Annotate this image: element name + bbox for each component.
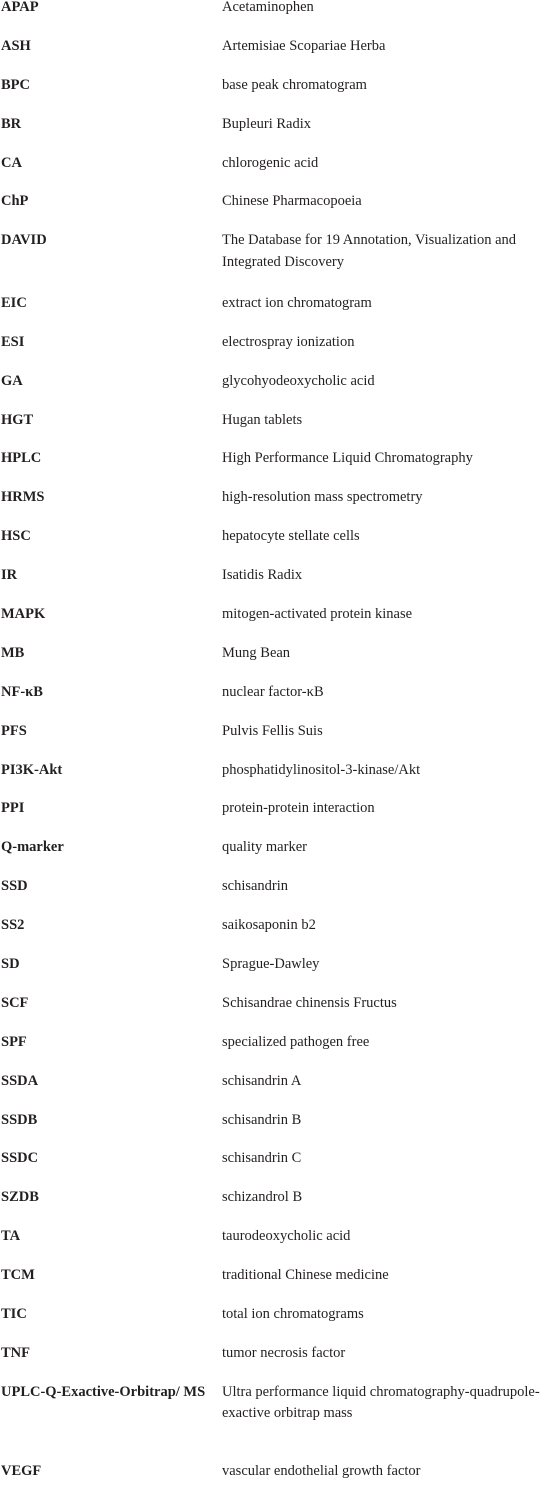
abbreviation-term: TA (1, 1228, 21, 1245)
abbreviation-term: BPC (1, 76, 30, 93)
abbreviation-term: PI3K-Akt (1, 761, 63, 778)
abbreviation-term: ESI (1, 333, 25, 350)
abbreviation-term: VEGF (1, 1462, 42, 1479)
abbreviation-term: HGT (1, 411, 34, 428)
abbreviation-definition: schisandrin C (222, 1150, 302, 1167)
abbreviation-definition: total ion chromatograms (222, 1306, 364, 1322)
table-row (0, 1346, 558, 1385)
abbreviation-term: HRMS (1, 489, 45, 506)
abbreviation-term: NF-κB (1, 683, 43, 700)
abbreviation-definition: taurodeoxycholic acid (222, 1228, 351, 1245)
table-row (0, 1464, 558, 1503)
table-row (0, 646, 558, 685)
abbreviation-definition: Chinese Pharmacopoeia (222, 193, 362, 210)
abbreviation-term: MAPK (1, 605, 46, 622)
abbreviation-definition: phosphatidylinositol-3-kinase/Akt (222, 761, 421, 778)
abbreviation-definition: Pulvis Fellis Suis (222, 722, 323, 739)
abbreviation-definition: Sprague-Dawley (222, 955, 320, 972)
table-row (0, 335, 558, 374)
abbreviation-definition: quality marker (222, 839, 307, 856)
abbreviation-term: SS2 (1, 917, 25, 934)
abbreviation-term: ASH (1, 37, 31, 54)
abbreviation-definition: Schisandrae chinensis Fructus (222, 994, 397, 1011)
abbreviation-definition: High Performance Liquid Chromatography (222, 450, 473, 467)
abbreviation-term: CA (1, 154, 22, 171)
abbreviation-term: EIC (1, 294, 27, 311)
abbreviation-definition: Artemisiae Scopariae Herba (222, 37, 386, 54)
abbreviation-term: Q-marker (1, 839, 64, 856)
table-row (0, 156, 558, 195)
table-row (0, 451, 558, 490)
abbreviation-term: SSDB (1, 1111, 38, 1128)
abbreviation-definition: Bupleuri Radix (222, 115, 312, 132)
abbreviation-term: MB (1, 644, 25, 661)
table-row (0, 1385, 558, 1464)
abbreviation-term: SSD (1, 878, 28, 895)
abbreviation-term: ChP (1, 193, 29, 210)
abbreviation-term: UPLC-Q-Exactive-Orbitrap/ MS (1, 1383, 206, 1400)
abbreviation-definition: base peak chromatogram (222, 76, 367, 93)
table-row (0, 1268, 558, 1307)
abbreviation-term: SSDC (1, 1150, 39, 1167)
abbreviation-definition: schisandrin (222, 878, 289, 895)
table-row (0, 1151, 558, 1190)
abbreviation-definition: Isatidis Radix (222, 567, 303, 584)
table-row (0, 685, 558, 724)
abbreviation-definition: schizandrol B (222, 1189, 303, 1206)
table-row (0, 490, 558, 529)
table-row (0, 996, 558, 1035)
table-row (0, 879, 558, 918)
abbreviation-term: DAVID (1, 232, 47, 249)
table-row (0, 1113, 558, 1152)
abbreviation-definition: hepatocyte stellate cells (222, 528, 360, 545)
abbreviation-term: TCM (1, 1267, 35, 1284)
table-row (0, 1229, 558, 1268)
table-row (0, 607, 558, 646)
abbreviation-term: HPLC (1, 450, 42, 467)
abbreviation-definition: Ultra performance liquid chromatography-quadrupole-exactive orbitrap mass (222, 1383, 540, 1422)
abbreviation-term: APAP (1, 0, 39, 15)
table-row (0, 39, 558, 78)
abbreviation-definition: mitogen-activated protein kinase (222, 605, 413, 622)
abbreviation-definition: specialized pathogen free (222, 1033, 370, 1050)
abbreviation-term: SCF (1, 994, 29, 1011)
abbreviation-definition: tumor necrosis factor (222, 1344, 346, 1361)
table-row (0, 1307, 558, 1346)
abbreviation-definition: Acetaminophen (222, 0, 314, 15)
table-row (0, 117, 558, 156)
abbreviation-term: HSC (1, 528, 31, 545)
abbreviation-definition: protein-protein interaction (222, 800, 375, 817)
table-row (0, 529, 558, 568)
abbreviation-definition: high-resolution mass spectrometry (222, 489, 423, 506)
table-row (0, 296, 558, 335)
table-row (0, 78, 558, 117)
table-row (0, 801, 558, 840)
abbreviation-term: PFS (1, 722, 27, 739)
abbreviation-term: SD (1, 955, 20, 972)
abbreviation-term: IR (1, 567, 18, 584)
table-row (0, 1035, 558, 1074)
abbreviation-definition: Mung Bean (222, 644, 291, 661)
table-row (0, 568, 558, 607)
abbreviation-definition: saikosaponin b2 (222, 917, 316, 934)
table-row (0, 840, 558, 879)
abbreviation-term: SPF (1, 1033, 27, 1050)
abbreviation-definition: traditional Chinese medicine (222, 1267, 389, 1284)
abbreviation-definition: The Database for 19 Annotation, Visualization and Integrated Discovery (222, 232, 517, 270)
abbreviation-term: BR (1, 115, 22, 132)
abbreviation-term: SSDA (1, 1072, 39, 1089)
abbreviation-definition: glycohyodeoxycholic acid (222, 372, 375, 389)
abbreviation-definition: nuclear factor-κB (222, 683, 324, 700)
table-row (0, 763, 558, 802)
table-row (0, 918, 558, 957)
abbreviation-definition: schisandrin B (222, 1111, 302, 1128)
table-row (0, 374, 558, 413)
abbreviation-definition: vascular endothelial growth factor (222, 1462, 421, 1479)
abbreviation-term: TIC (1, 1306, 27, 1322)
table-row (0, 1074, 558, 1113)
abbreviation-definition: chlorogenic acid (222, 154, 319, 171)
abbreviation-definition: Hugan tablets (222, 411, 303, 428)
table-row (0, 1190, 558, 1229)
abbreviation-term: TNF (1, 1344, 30, 1361)
abbreviation-term: GA (1, 372, 23, 389)
table-row (0, 413, 558, 452)
table-row (0, 0, 558, 39)
table-row (0, 194, 558, 233)
abbreviation-definition: schisandrin A (222, 1072, 302, 1089)
table-row (0, 724, 558, 763)
abbreviation-term: SZDB (1, 1189, 39, 1206)
abbreviation-definition: extract ion chromatogram (222, 294, 372, 311)
table-row (0, 233, 558, 296)
abbreviation-definition: electrospray ionization (222, 333, 355, 350)
abbreviation-term: PPI (1, 800, 25, 817)
table-row (0, 957, 558, 996)
